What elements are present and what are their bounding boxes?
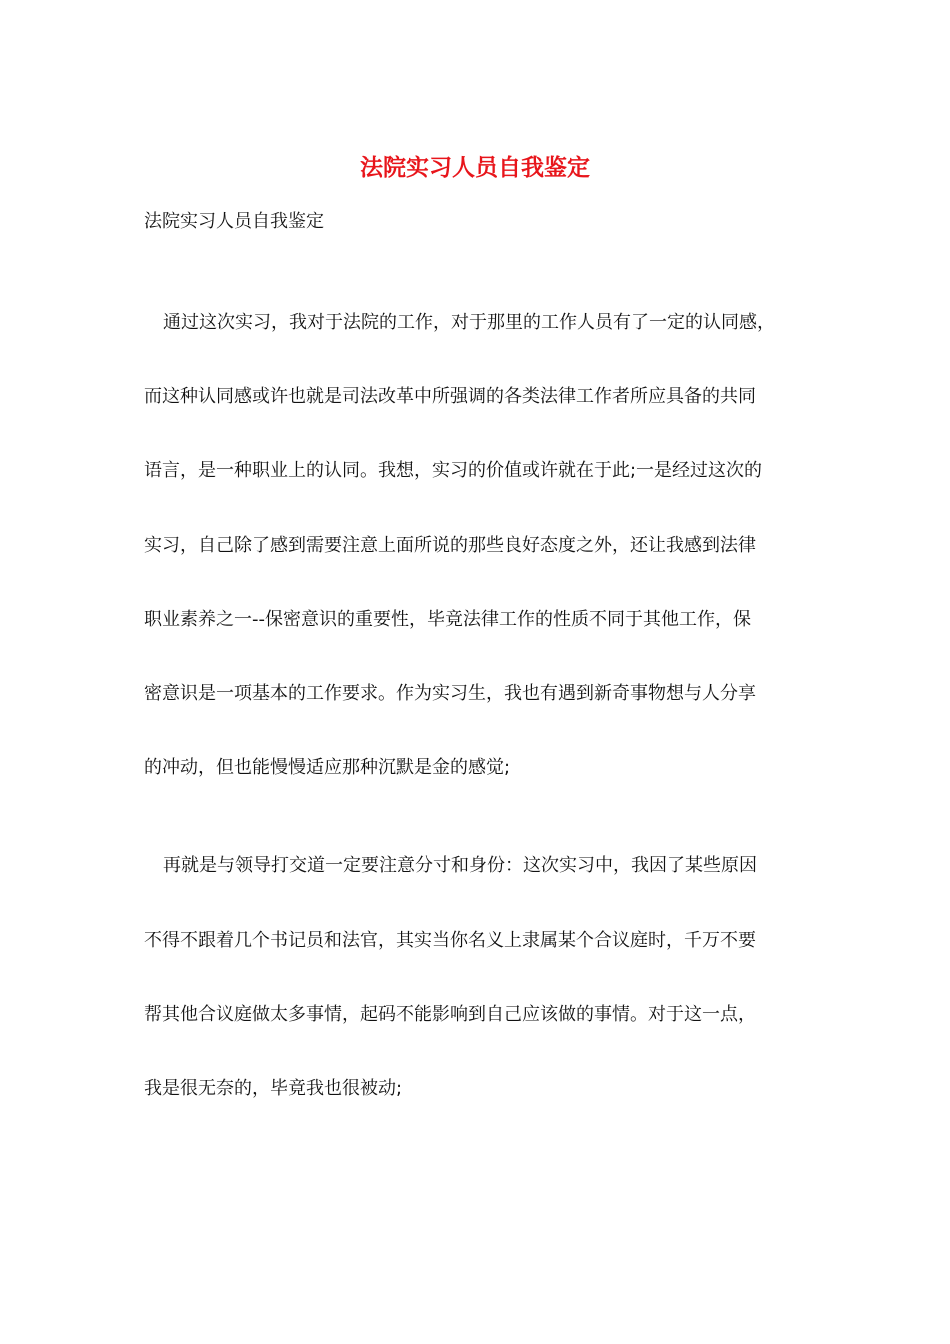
document-title: 法院实习人员自我鉴定	[360, 154, 590, 181]
paragraph-line: 的冲动，但也能慢慢适应那种沉默是金的感觉;	[144, 757, 511, 778]
paragraph-line: 实习，自己除了感到需要注意上面所说的那些良好态度之外，还让我感到法律	[144, 535, 756, 556]
paragraph-line: 帮其他合议庭做太多事情，起码不能影响到自己应该做的事情。对于这一点，	[144, 1004, 756, 1025]
paragraph-line: 密意识是一项基本的工作要求。作为实习生，我也有遇到新奇事物想与人分享	[144, 683, 756, 704]
document-subtitle: 法院实习人员自我鉴定	[144, 211, 324, 232]
paragraph-line: 不得不跟着几个书记员和法官，其实当你名义上隶属某个合议庭时，千万不要	[144, 930, 756, 951]
paragraph-line: 再就是与领导打交道一定要注意分寸和身份：这次实习中，我因了某些原因	[163, 855, 757, 876]
paragraph-line: 语言，是一种职业上的认同。我想，实习的价值或许就在于此;一是经过这次的	[144, 460, 763, 481]
paragraph-line: 通过这次实习，我对于法院的工作，对于那里的工作人员有了一定的认同感，	[163, 312, 775, 333]
paragraph-line: 我是很无奈的，毕竟我也很被动;	[144, 1078, 403, 1099]
paragraph-line: 职业素养之一--保密意识的重要性，毕竟法律工作的性质不同于其他工作，保	[144, 609, 751, 630]
paragraph-line: 而这种认同感或许也就是司法改革中所强调的各类法律工作者所应具备的共同	[144, 386, 756, 407]
